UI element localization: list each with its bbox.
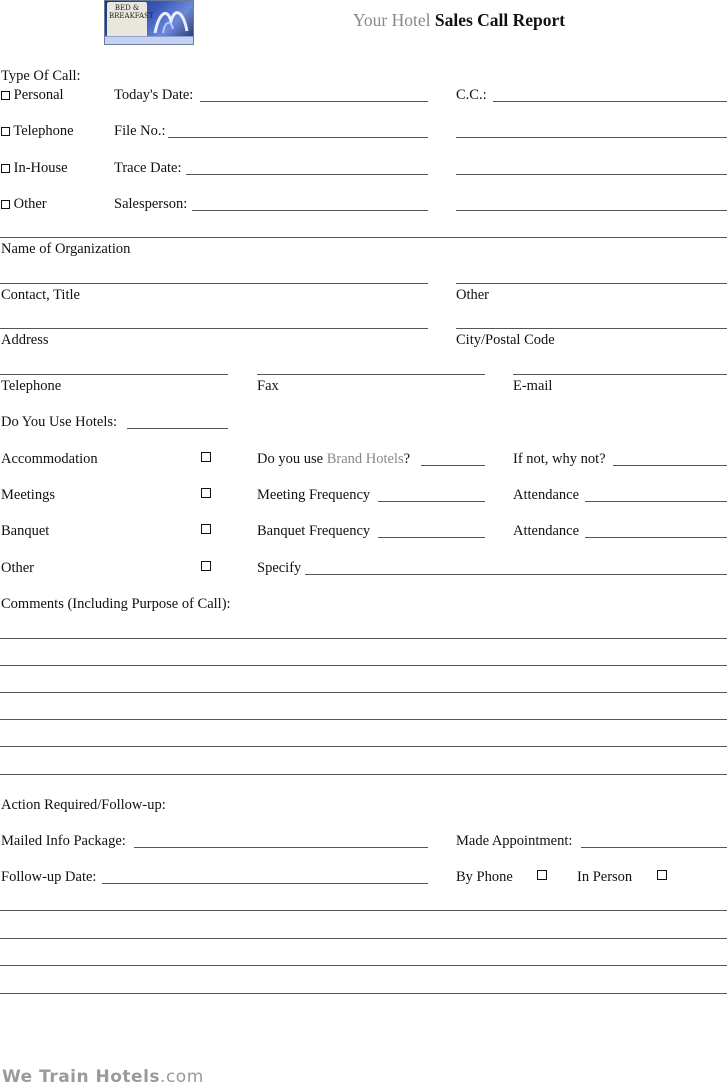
followup-line[interactable] (0, 938, 727, 939)
call-type-telephone[interactable] (1, 123, 74, 139)
trace-date-label: Trace Date: (114, 160, 182, 176)
call-type-label: In-House (13, 160, 68, 176)
action-heading: Action Required/Follow-up: (1, 797, 166, 813)
followup-line[interactable] (0, 910, 727, 911)
call-type-label: Personal (13, 87, 64, 103)
mailed-info-label: Mailed Info Package: (1, 833, 126, 849)
checkbox-icon[interactable] (1, 127, 10, 136)
call-type-other[interactable] (1, 196, 47, 212)
made-appointment-label: Made Appointment: (456, 833, 573, 849)
comments-line[interactable] (0, 774, 727, 775)
call-type-label: Telephone (13, 123, 74, 139)
why-not-label: If not, why not? (513, 451, 606, 467)
call-type-personal[interactable] (1, 87, 64, 103)
comments-line[interactable] (0, 692, 727, 693)
cc-field-line-2[interactable] (456, 137, 727, 138)
followup-date-label: Follow-up Date: (1, 869, 97, 885)
meeting-frequency-label: Meeting Frequency (257, 487, 371, 503)
todays-date-label: Today's Date: (114, 87, 194, 103)
footer-brand-name: We Train Hotels (2, 1067, 161, 1087)
meetings-label: Meetings (1, 487, 55, 503)
in-person-checkbox-icon[interactable] (657, 870, 667, 880)
contact-title-field[interactable] (0, 328, 428, 329)
other-usage-label: Other (1, 560, 35, 576)
comments-label: Comments (Including Purpose of Call): (1, 596, 231, 612)
call-type-heading: Type Of Call: (1, 68, 81, 84)
organization-label: Name of Organization (1, 241, 131, 257)
other-contact-label: Other (456, 287, 490, 303)
file-no-label: File No.: (114, 123, 166, 139)
made-appointment-field[interactable] (581, 847, 727, 848)
logo-strip (105, 36, 193, 44)
todays-date-field[interactable] (200, 101, 428, 102)
cc-label: C.C.: (456, 87, 487, 103)
specify-label: Specify (257, 560, 302, 576)
salesperson-field[interactable] (192, 210, 428, 211)
organization-field[interactable] (0, 283, 428, 284)
section-divider (0, 237, 727, 238)
salesperson-label: Salesperson: (114, 196, 188, 212)
specify-field[interactable] (305, 574, 727, 575)
comments-line[interactable] (0, 638, 727, 639)
meeting-frequency-field[interactable] (378, 501, 485, 502)
followup-date-field[interactable] (102, 883, 428, 884)
banquet-checkbox-icon[interactable] (201, 524, 211, 534)
banquet-frequency-label: Banquet Frequency (257, 523, 371, 539)
banquet-attendance-field[interactable] (585, 537, 727, 538)
fax-field[interactable] (257, 374, 485, 375)
accommodation-label: Accommodation (1, 451, 98, 467)
email-field[interactable] (513, 374, 727, 375)
in-person-label: In Person (577, 869, 633, 885)
checkbox-icon[interactable] (1, 91, 10, 100)
comments-line[interactable] (0, 746, 727, 747)
telephone-label: Telephone (1, 378, 62, 394)
comments-line[interactable] (0, 719, 727, 720)
file-no-field[interactable] (168, 137, 428, 138)
meeting-attendance-label: Attendance (513, 487, 580, 503)
cc-field[interactable] (493, 101, 727, 102)
banquet-frequency-field[interactable] (378, 537, 485, 538)
followup-line[interactable] (0, 993, 727, 994)
call-type-inhouse[interactable] (1, 160, 68, 176)
meeting-attendance-field[interactable] (585, 501, 727, 502)
meetings-checkbox-icon[interactable] (201, 488, 211, 498)
footer-brand (2, 1067, 204, 1087)
logo-emblem-icon (149, 3, 193, 39)
organization-field-right[interactable] (456, 283, 727, 284)
telephone-field[interactable] (0, 374, 228, 375)
contact-title-label: Contact, Title (1, 287, 80, 303)
title-report: Sales Call Report (434, 10, 566, 30)
email-label: E-mail (513, 378, 553, 394)
checkbox-icon[interactable] (1, 200, 10, 209)
brand-hotels-field[interactable] (421, 465, 485, 466)
trace-date-field[interactable] (186, 174, 428, 175)
banquet-attendance-label: Attendance (513, 523, 580, 539)
title-hotel: Your Hotel (353, 10, 431, 30)
banquet-label: Banquet (1, 523, 50, 539)
fax-label: Fax (257, 378, 279, 394)
why-not-field[interactable] (613, 465, 727, 466)
page-title (353, 10, 565, 30)
logo-text: BED & BREAKFAST (109, 4, 154, 20)
by-phone-label: By Phone (456, 869, 513, 885)
comments-line[interactable] (0, 665, 727, 666)
brand-question-pre: Do you use (257, 451, 327, 467)
other-usage-checkbox-icon[interactable] (201, 561, 211, 571)
checkbox-icon[interactable] (1, 164, 10, 173)
address-label: Address (1, 332, 49, 348)
hotel-logo (104, 0, 194, 45)
brand-question-post: ? (403, 451, 411, 467)
footer-brand-tld: .com (160, 1067, 204, 1087)
logo-sign (107, 2, 154, 38)
use-hotels-field[interactable] (127, 428, 228, 429)
use-hotels-label: Do You Use Hotels: (1, 414, 118, 430)
brand-hotels-text: Brand Hotels (326, 451, 404, 467)
call-type-label: Other (13, 196, 47, 212)
mailed-info-field[interactable] (134, 847, 428, 848)
brand-hotels-question (257, 451, 410, 467)
followup-line[interactable] (0, 965, 727, 966)
by-phone-checkbox-icon[interactable] (537, 870, 547, 880)
cc-field-line-3[interactable] (456, 174, 727, 175)
city-postal-label: City/Postal Code (456, 332, 555, 348)
other-contact-field[interactable] (456, 328, 727, 329)
cc-field-line-4[interactable] (456, 210, 727, 211)
accommodation-checkbox-icon[interactable] (201, 452, 211, 462)
